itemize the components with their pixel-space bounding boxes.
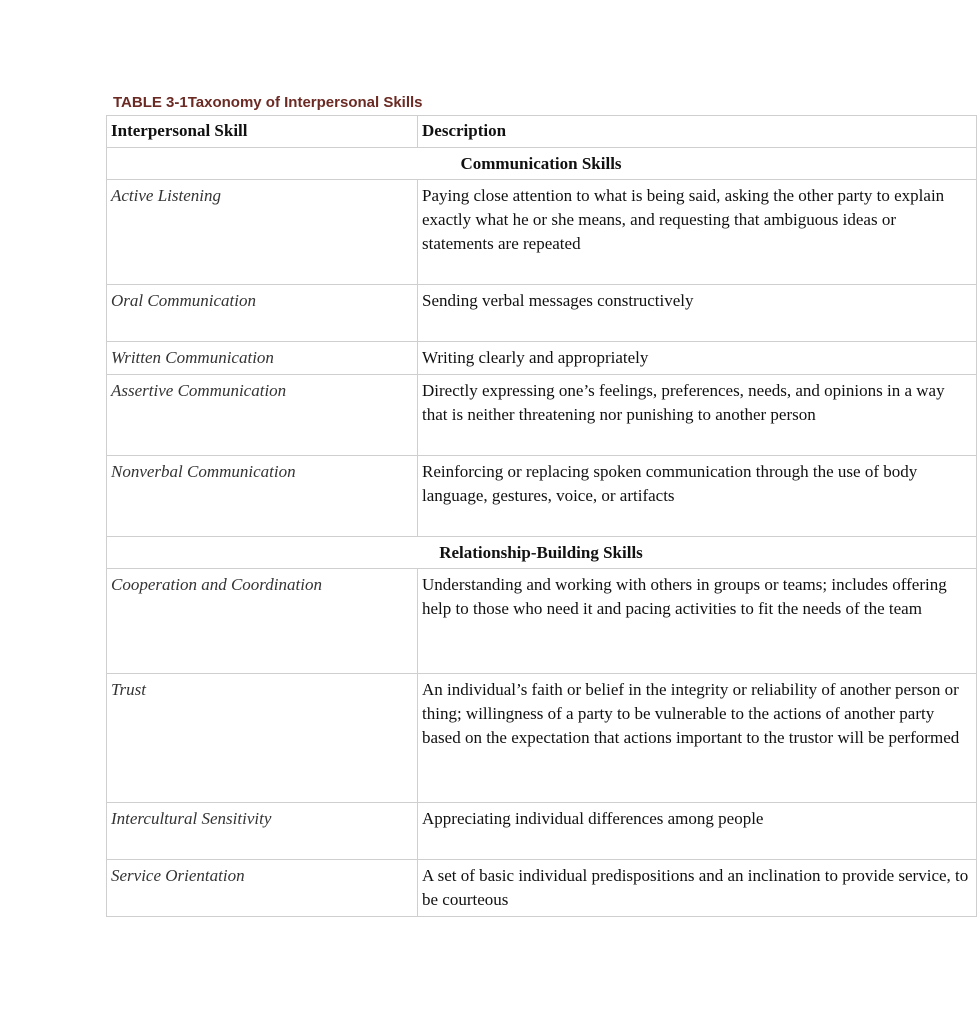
description-cell: Reinforcing or replacing spoken communication through the use of body language, gestures, voice, or artifacts (418, 456, 977, 537)
skill-cell: Assertive Communication (107, 375, 418, 456)
description-cell: Paying close attention to what is being said, asking the other party to explain exactly what he or she means, and requesting that ambiguous ideas or statements are repeated (418, 180, 977, 285)
category-row (107, 537, 977, 569)
table-row (107, 375, 977, 456)
description-cell: Appreciating individual differences among people (418, 803, 977, 860)
skill-cell: Intercultural Sensitivity (107, 803, 418, 860)
description-cell: Writing clearly and appropriately (418, 342, 977, 375)
description-cell: Directly expressing one’s feelings, preferences, needs, and opinions in a way that is neither threatening nor punishing to another person (418, 375, 977, 456)
table-row (107, 456, 977, 537)
description-cell: Sending verbal messages constructively (418, 285, 977, 342)
skill-cell: Written Communication (107, 342, 418, 375)
table-row (107, 860, 977, 917)
skills-table (106, 115, 977, 917)
skill-cell: Service Orientation (107, 860, 418, 917)
table-row (107, 803, 977, 860)
skill-cell: Cooperation and Coordination (107, 569, 418, 674)
column-header-skill: Interpersonal Skill (107, 116, 418, 148)
table-caption: TABLE 3-1Taxonomy of Interpersonal Skills (113, 94, 423, 111)
header-row (107, 116, 977, 148)
table-row (107, 342, 977, 375)
table-container (106, 115, 969, 917)
column-header-description: Description (418, 116, 977, 148)
table-row (107, 180, 977, 285)
description-cell: An individual’s faith or belief in the integrity or reliability of another person or thing; willingness of a party to be vulnerable to the actions of another party based on the expectation that actions important to the trustor will be performed (418, 674, 977, 803)
category-communication-skills: Communication Skills (107, 148, 977, 180)
skill-cell: Trust (107, 674, 418, 803)
skill-cell: Nonverbal Communication (107, 456, 418, 537)
table-row (107, 285, 977, 342)
description-cell: Understanding and working with others in groups or teams; includes offering help to those who need it and pacing activities to fit the needs of the team (418, 569, 977, 674)
category-relationship-building-skills: Relationship-Building Skills (107, 537, 977, 569)
table-row (107, 674, 977, 803)
description-cell: A set of basic individual predispositions and an inclination to provide service, to be courteous (418, 860, 977, 917)
category-row (107, 148, 977, 180)
skill-cell: Active Listening (107, 180, 418, 285)
skill-cell: Oral Communication (107, 285, 418, 342)
table-row (107, 569, 977, 674)
